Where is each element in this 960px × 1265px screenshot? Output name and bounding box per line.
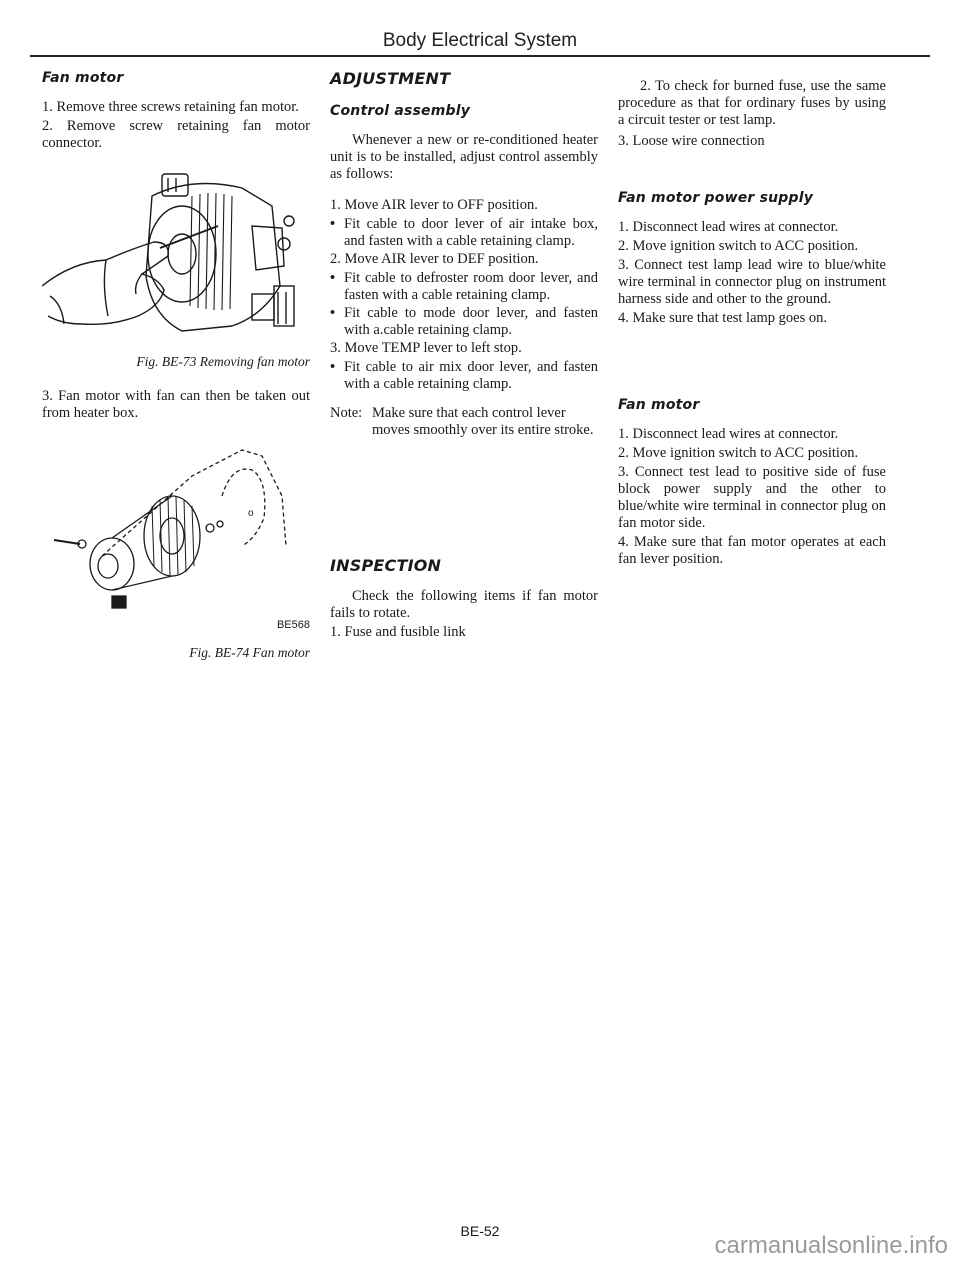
header-rule — [30, 55, 930, 57]
power-step-2: 2. Move ignition switch to ACC position. — [618, 238, 859, 254]
page-header: Body Electrical System — [382, 30, 578, 51]
fig-be-74-caption: Fig. BE-74 Fan motor — [189, 645, 310, 660]
right-column — [618, 70, 886, 570]
note-text: Make sure that each control lever moves smoothly over its entire stroke. — [372, 405, 594, 438]
adjust-step-3: 3. Move TEMP lever to left stop. — [330, 340, 522, 356]
inspection-item-2: 2. To check for burned fuse, use the same procedure as that for ordinary fuses by using a circuit tester or test lamp. — [618, 78, 886, 128]
inspection-item-1: 1. Fuse and fusible link — [330, 624, 466, 640]
note-label: Note: — [330, 405, 363, 421]
adjust-bullet-1: • Fit cable to door lever of air intake box, and fasten with a cable retaining clamp. — [330, 216, 598, 249]
fig-be-73-caption: Fig. BE-73 Removing fan motor — [136, 354, 310, 369]
fig-be-74-code: BE568 — [276, 619, 310, 631]
adjustment-intro: Whenever a new or re-conditioned heater unit is to be installed, adjust control assembly as follows: — [330, 132, 598, 182]
left-step-3: 3. Fan motor with fan can then be taken out from heater box. — [42, 388, 310, 421]
left-step-1: 1. Remove three screws retaining fan motor. — [42, 99, 299, 115]
motor-step-3: 3. Connect test lead to positive side of fuse block power supply and the other to blue/white wire terminal in connector plug on fan motor side. — [618, 464, 886, 531]
adjustment-heading: ADJUSTMENT — [330, 69, 451, 88]
motor-step-1: 1. Disconnect lead wires at connector. — [618, 426, 839, 442]
adjust-step-1: 1. Move AIR lever to OFF position. — [330, 197, 538, 213]
fan-motor-power-supply-heading: Fan motor power supply — [618, 190, 814, 206]
motor-step-4: 4. Make sure that fan motor operates at each fan lever position. — [618, 534, 886, 567]
adjust-step-2: 2. Move AIR lever to DEF position. — [330, 251, 539, 267]
svg-text:o: o — [248, 508, 254, 519]
adjust-bullet-3: • Fit cable to mode door lever, and fasten with a.cable retaining clamp. — [330, 305, 598, 338]
power-step-4: 4. Make sure that test lamp goes on. — [618, 310, 827, 326]
inspection-heading: INSPECTION — [330, 556, 442, 575]
motor-step-2: 2. Move ignition switch to ACC position. — [618, 445, 859, 461]
inspection-item-3: 3. Loose wire connection — [618, 133, 765, 149]
fan-motor-heading: Fan motor — [42, 70, 124, 86]
adjust-bullet-4: • Fit cable to air mix door lever, and fasten with a cable retaining clamp. — [330, 359, 598, 392]
watermark: carmanualsonline.info — [714, 1232, 948, 1259]
control-assembly-heading: Control assembly — [330, 103, 471, 119]
power-step-3: 3. Connect test lamp lead wire to blue/white wire terminal in connector plug on instrument harness side and other to the ground. — [618, 257, 886, 307]
page-number: BE-52 — [460, 1223, 500, 1239]
adjust-bullet-2: • Fit cable to defroster room door lever, and fasten with a cable retaining clamp. — [330, 270, 598, 303]
fan-motor-illustration — [42, 436, 310, 636]
middle-column — [330, 70, 598, 643]
left-column — [42, 70, 310, 661]
inspection-intro: Check the following items if fan motor fails to rotate. — [330, 588, 598, 621]
left-step-2: 2. Remove screw retaining fan motor connector. — [42, 118, 310, 151]
fan-motor-check-heading: Fan motor — [618, 397, 700, 413]
removing-fan-motor-illustration — [42, 166, 310, 334]
power-step-1: 1. Disconnect lead wires at connector. — [618, 219, 839, 235]
adjust-note — [330, 405, 598, 439]
